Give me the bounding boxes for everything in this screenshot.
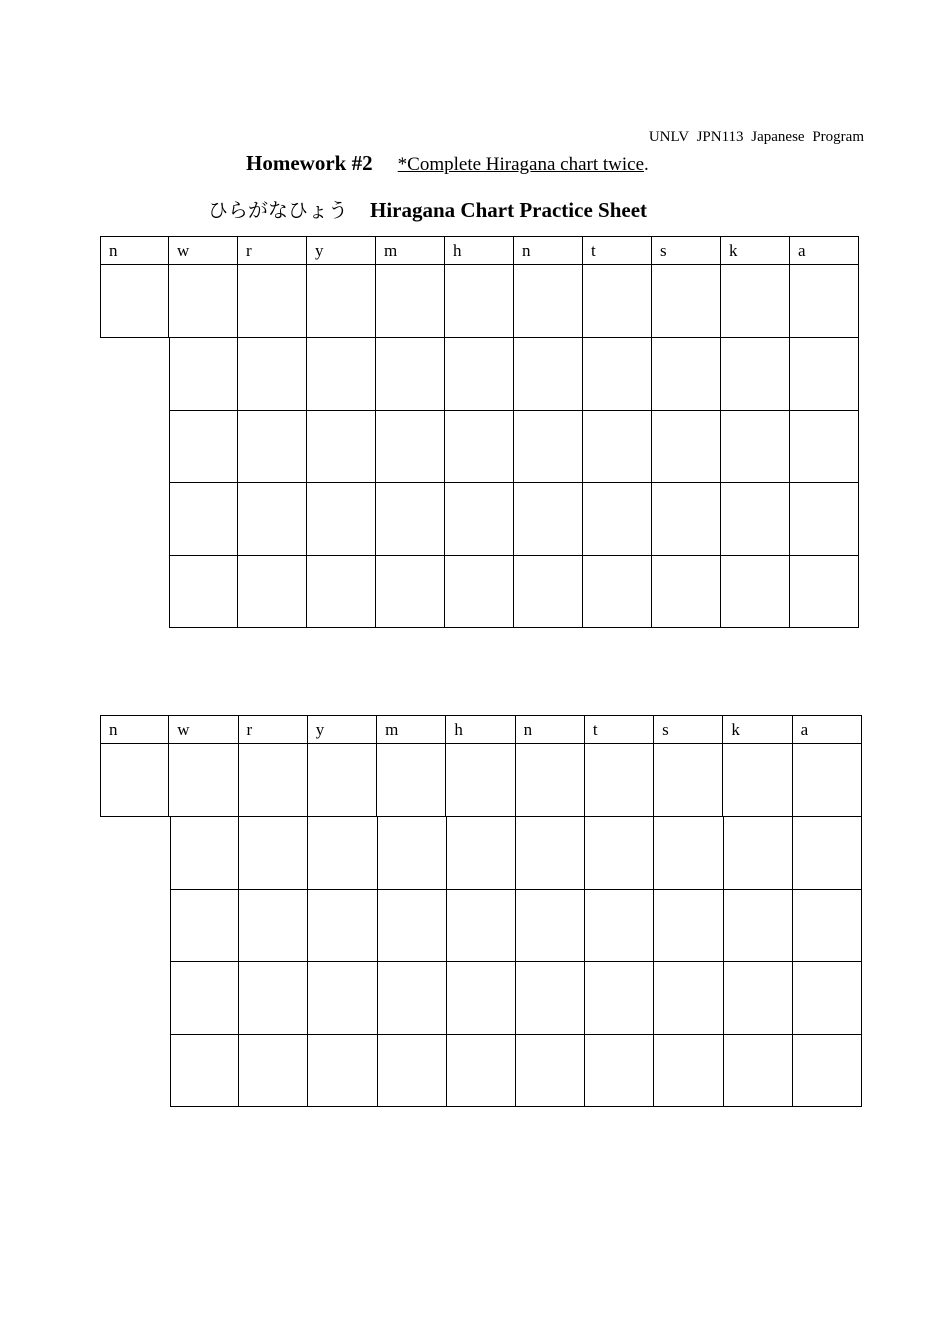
practice-cell[interactable]	[169, 556, 238, 629]
homework-title: Homework #2	[246, 151, 373, 175]
practice-row	[169, 483, 859, 556]
practice-cell[interactable]	[445, 338, 514, 411]
practice-rows-block	[169, 338, 859, 628]
homework-instruction	[398, 154, 649, 175]
program-label: UNLV JPN113 Japanese Program	[648, 129, 864, 145]
practice-cell[interactable]	[447, 1035, 516, 1108]
practice-cell[interactable]	[170, 962, 239, 1035]
practice-cell[interactable]	[170, 817, 239, 890]
practice-cell[interactable]	[445, 411, 514, 484]
practice-cell[interactable]	[585, 744, 654, 817]
practice-cell[interactable]	[447, 817, 516, 890]
practice-cell[interactable]	[652, 483, 721, 556]
column-header: y	[308, 715, 377, 744]
practice-cell[interactable]	[169, 744, 238, 817]
practice-cell[interactable]	[446, 744, 515, 817]
practice-cell[interactable]	[583, 265, 652, 338]
practice-cell[interactable]	[516, 1035, 585, 1108]
practice-cell[interactable]	[308, 744, 377, 817]
practice-cell[interactable]	[790, 556, 859, 629]
practice-cell[interactable]	[376, 265, 445, 338]
practice-row	[100, 265, 859, 338]
practice-cell[interactable]	[654, 890, 723, 963]
practice-cell[interactable]	[516, 817, 585, 890]
sheet-title-english: Hiragana Chart Practice Sheet	[370, 198, 648, 222]
homework-heading	[246, 151, 649, 176]
practice-cell[interactable]	[654, 962, 723, 1035]
practice-cell[interactable]	[585, 890, 654, 963]
column-header: r	[238, 236, 307, 265]
sheet-title-kana: ひらがなひょう	[208, 198, 348, 222]
column-header: t	[585, 715, 654, 744]
column-header: a	[790, 236, 859, 265]
practice-cell[interactable]	[790, 265, 859, 338]
practice-cell[interactable]	[652, 338, 721, 411]
practice-cell[interactable]	[790, 411, 859, 484]
practice-cell[interactable]	[724, 1035, 793, 1108]
practice-cell[interactable]	[793, 962, 862, 1035]
column-header: k	[721, 236, 790, 265]
practice-cell[interactable]	[793, 1035, 862, 1108]
practice-cell[interactable]	[308, 890, 377, 963]
practice-row	[169, 556, 859, 629]
column-header: n	[514, 236, 583, 265]
column-header: h	[445, 236, 514, 265]
column-header: a	[793, 715, 862, 744]
practice-cell[interactable]	[723, 744, 792, 817]
practice-cell[interactable]	[307, 265, 376, 338]
practice-cell[interactable]	[378, 962, 447, 1035]
practice-cell[interactable]	[721, 338, 790, 411]
practice-cell[interactable]	[377, 744, 446, 817]
practice-cell[interactable]	[516, 890, 585, 963]
practice-cell[interactable]	[724, 817, 793, 890]
practice-cell[interactable]	[583, 411, 652, 484]
practice-cell[interactable]	[793, 890, 862, 963]
practice-cell[interactable]	[378, 890, 447, 963]
practice-cell[interactable]	[169, 338, 238, 411]
practice-cell[interactable]	[793, 744, 862, 817]
instruction-period: .	[644, 154, 649, 175]
column-header: s	[652, 236, 721, 265]
practice-row	[169, 338, 859, 411]
practice-cell[interactable]	[654, 744, 723, 817]
practice-row	[170, 890, 862, 963]
practice-cell[interactable]	[514, 483, 583, 556]
practice-cell[interactable]	[724, 890, 793, 963]
chart-header-row	[100, 715, 862, 744]
practice-cell[interactable]	[169, 483, 238, 556]
column-header: n	[100, 236, 169, 265]
practice-cell[interactable]	[239, 744, 308, 817]
practice-cell[interactable]	[652, 556, 721, 629]
practice-row	[170, 1035, 862, 1108]
practice-cell[interactable]	[721, 556, 790, 629]
practice-cell[interactable]	[585, 962, 654, 1035]
practice-cell[interactable]	[447, 962, 516, 1035]
column-header: h	[446, 715, 515, 744]
practice-cell[interactable]	[239, 962, 308, 1035]
practice-cell[interactable]	[721, 265, 790, 338]
practice-cell[interactable]	[238, 483, 307, 556]
practice-cell[interactable]	[447, 890, 516, 963]
practice-row	[100, 744, 862, 817]
practice-cell[interactable]	[652, 265, 721, 338]
practice-cell[interactable]	[376, 411, 445, 484]
practice-cell[interactable]	[239, 890, 308, 963]
practice-cell[interactable]	[514, 338, 583, 411]
practice-cell[interactable]	[583, 556, 652, 629]
hiragana-chart-2	[100, 715, 862, 1107]
column-header: w	[169, 236, 238, 265]
column-header: y	[307, 236, 376, 265]
practice-cell[interactable]	[376, 338, 445, 411]
instruction-text: *Complete Hiragana chart twice	[397, 154, 645, 175]
column-header: m	[377, 715, 446, 744]
column-header: n	[516, 715, 585, 744]
practice-cell[interactable]	[516, 962, 585, 1035]
practice-cell[interactable]	[721, 411, 790, 484]
practice-cell[interactable]	[654, 1035, 723, 1108]
practice-cell[interactable]	[100, 744, 169, 817]
practice-cell[interactable]	[169, 265, 238, 338]
practice-cell[interactable]	[585, 1035, 654, 1108]
practice-cell[interactable]	[790, 338, 859, 411]
practice-cell[interactable]	[239, 1035, 308, 1108]
practice-cell[interactable]	[378, 1035, 447, 1108]
practice-cell[interactable]	[790, 483, 859, 556]
practice-row	[170, 962, 862, 1035]
column-header: k	[723, 715, 792, 744]
hiragana-chart-1	[100, 236, 859, 628]
practice-cell[interactable]	[585, 817, 654, 890]
practice-cell[interactable]	[100, 265, 169, 338]
practice-cell[interactable]	[238, 556, 307, 629]
practice-cell[interactable]	[514, 411, 583, 484]
practice-cell[interactable]	[307, 483, 376, 556]
practice-cell[interactable]	[308, 962, 377, 1035]
chart-header-row	[100, 236, 859, 265]
practice-cell[interactable]	[376, 556, 445, 629]
practice-row	[170, 817, 862, 890]
column-header: m	[376, 236, 445, 265]
column-header: t	[583, 236, 652, 265]
practice-cell[interactable]	[307, 556, 376, 629]
practice-cell[interactable]	[376, 483, 445, 556]
practice-cell[interactable]	[307, 338, 376, 411]
practice-cell[interactable]	[445, 265, 514, 338]
practice-cell[interactable]	[721, 483, 790, 556]
practice-cell[interactable]	[514, 265, 583, 338]
practice-cell[interactable]	[516, 744, 585, 817]
practice-cell[interactable]	[652, 411, 721, 484]
practice-cell[interactable]	[445, 483, 514, 556]
sheet-title	[208, 194, 647, 223]
practice-cell[interactable]	[308, 1035, 377, 1108]
practice-cell[interactable]	[654, 817, 723, 890]
practice-cell[interactable]	[170, 1035, 239, 1108]
practice-rows-block	[170, 817, 862, 1107]
practice-cell[interactable]	[169, 411, 238, 484]
column-header: s	[654, 715, 723, 744]
practice-cell[interactable]	[307, 411, 376, 484]
practice-cell[interactable]	[238, 411, 307, 484]
practice-cell[interactable]	[514, 556, 583, 629]
practice-cell[interactable]	[238, 265, 307, 338]
practice-row	[169, 411, 859, 484]
practice-cell[interactable]	[445, 556, 514, 629]
practice-cell[interactable]	[583, 483, 652, 556]
practice-cell[interactable]	[238, 338, 307, 411]
practice-cell[interactable]	[793, 817, 862, 890]
practice-cell[interactable]	[170, 890, 239, 963]
practice-cell[interactable]	[239, 817, 308, 890]
column-header: n	[100, 715, 169, 744]
column-header: w	[169, 715, 238, 744]
practice-cell[interactable]	[378, 817, 447, 890]
column-header: r	[239, 715, 308, 744]
practice-cell[interactable]	[308, 817, 377, 890]
practice-cell[interactable]	[583, 338, 652, 411]
practice-cell[interactable]	[724, 962, 793, 1035]
